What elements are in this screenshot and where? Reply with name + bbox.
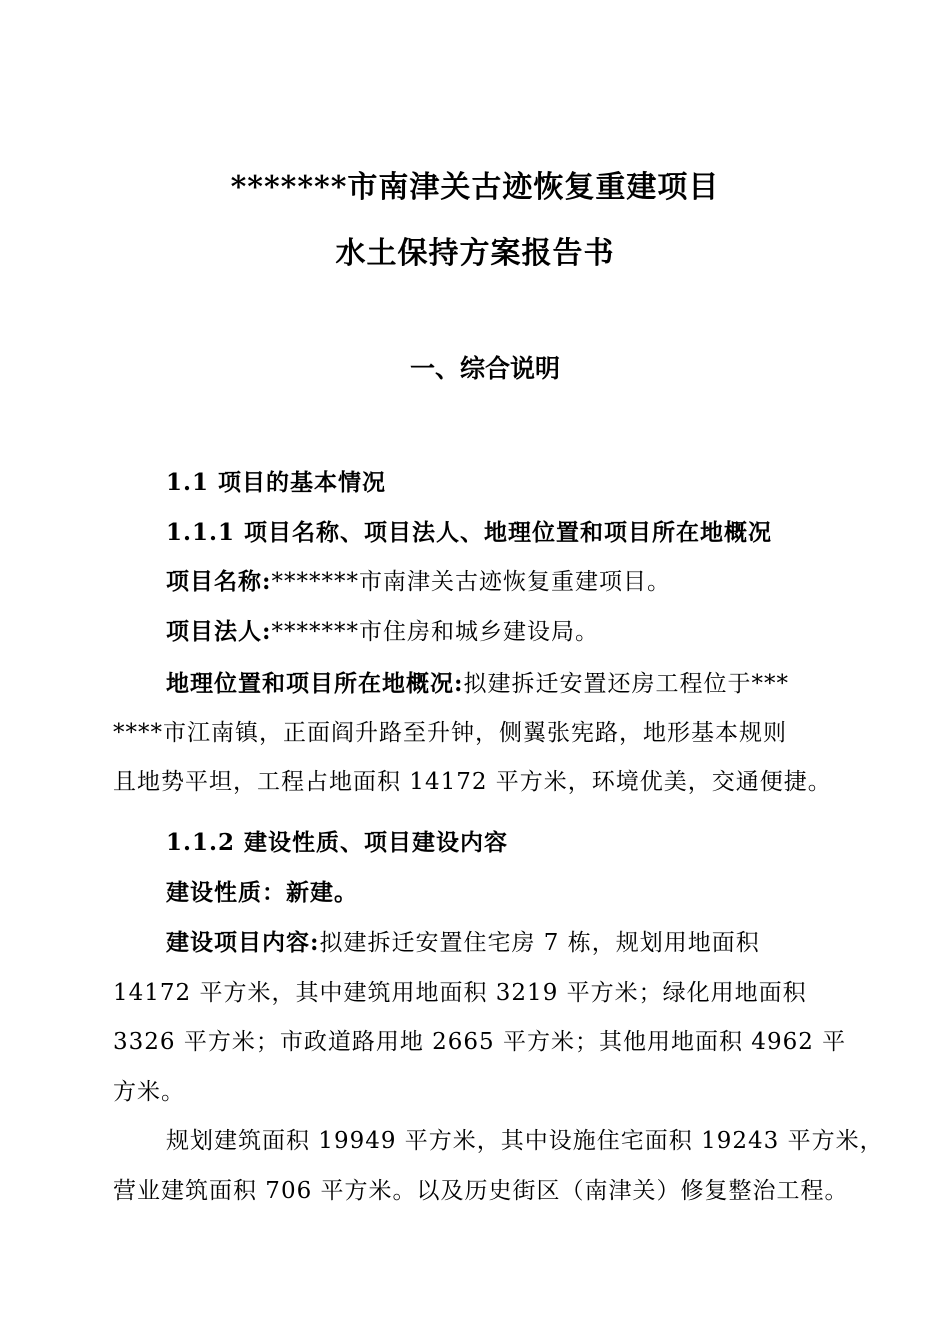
location-text-1: 拟建拆迁安置还房工程位于*** — [463, 671, 789, 697]
heading-1-1-1: 1.1.1 项目名称、项目法人、地理位置和项目所在地概况 — [166, 519, 773, 546]
content-paragraph-line-3: 3326 平方米；市政道路用地 2665 平方米；其他用地面积 4962 平 — [113, 1029, 847, 1055]
legal-person-value: *******市住房和城乡建设局。 — [271, 619, 599, 645]
content-label: 建设项目内容: — [166, 929, 320, 956]
location-paragraph-line-1 — [166, 668, 789, 700]
project-name-paragraph — [166, 566, 671, 598]
project-name-label: 项目名称: — [166, 568, 272, 595]
document-title-line-2: 水土保持方案报告书 — [335, 236, 615, 271]
content-paragraph-line-4: 方米。 — [113, 1079, 185, 1105]
section-heading: 一、综合说明 — [409, 354, 560, 383]
construction-nature: 建设性质：新建。 — [166, 879, 358, 906]
project-name-value: *******市南津关古迹恢复重建项目。 — [271, 569, 671, 595]
location-paragraph-line-3: 且地势平坦，工程占地面积 14172 平方米，环境优美，交通便捷。 — [113, 769, 832, 795]
legal-person-paragraph — [166, 616, 599, 648]
area-paragraph-line-2: 营业建筑面积 706 平方米。以及历史街区（南津关）修复整治工程。 — [113, 1178, 849, 1204]
heading-1-1-2: 1.1.2 建设性质、项目建设内容 — [166, 829, 509, 856]
content-paragraph-line-1 — [166, 927, 760, 959]
area-paragraph-line-1: 规划建筑面积 19949 平方米，其中设施住宅面积 19243 平方米， — [166, 1128, 884, 1154]
location-label: 地理位置和项目所在地概况: — [166, 670, 464, 697]
legal-person-label: 项目法人: — [166, 618, 272, 645]
heading-1-1: 1.1 项目的基本情况 — [166, 469, 387, 496]
location-paragraph-line-2: ****市江南镇，正面阎升路至升钟，侧翼张宪路，地形基本规则 — [113, 720, 787, 746]
content-paragraph-line-2: 14172 平方米，其中建筑用地面积 3219 平方米；绿化用地面积 — [113, 980, 807, 1006]
document-title-line-1: *******市南津关古迹恢复重建项目 — [230, 170, 720, 205]
content-text-1: 拟建拆迁安置住宅房 7 栋，规划用地面积 — [319, 930, 760, 956]
